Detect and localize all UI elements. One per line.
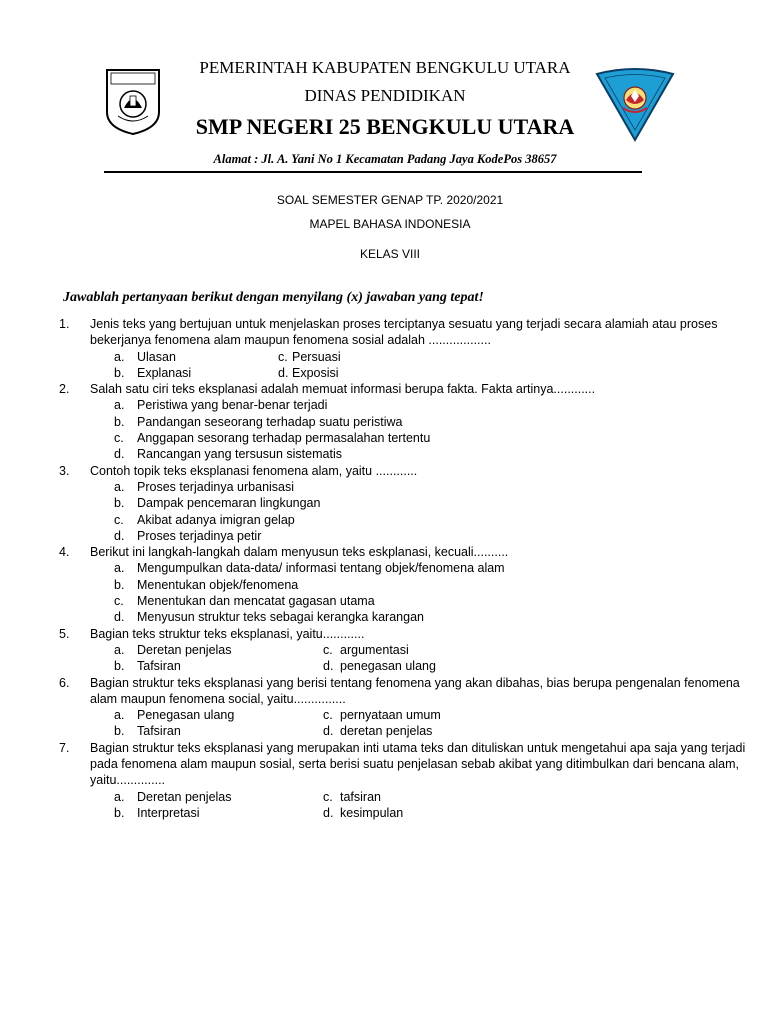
option-letter: a. xyxy=(114,479,125,494)
option-row xyxy=(0,512,768,528)
option-text: Anggapan sesorang terhadap permasalahan tertentu xyxy=(137,431,431,446)
option-row xyxy=(0,593,768,609)
option-text: tafsiran xyxy=(340,789,381,804)
option-letter: b. xyxy=(114,414,125,429)
option-row xyxy=(0,349,768,365)
question-number: 4. xyxy=(59,545,70,560)
option-letter: d. xyxy=(323,659,334,674)
option-row xyxy=(0,805,768,821)
question-text: Jenis teks yang bertujuan untuk menjelaskan proses terciptanya sesuatu yang terjadi secara alamiah atau proses bekerjanya fenomena alam maupun fenomena sosial adalah .................. xyxy=(90,317,718,348)
question-list xyxy=(0,316,768,821)
letterhead-government: PEMERINTAH KABUPATEN BENGKULU UTARA xyxy=(199,58,571,77)
option-letter: a. xyxy=(114,398,125,413)
option-letter: b. xyxy=(114,724,125,739)
option-text: Exposisi xyxy=(292,365,339,380)
option-text: Tafsiran xyxy=(137,724,181,739)
question-number: 7. xyxy=(59,740,70,755)
option-letter: b. xyxy=(114,365,125,380)
question-text: Contoh topik teks eksplanasi fenomena alam, yaitu ............ xyxy=(90,463,418,478)
option-text: Ulasan xyxy=(137,349,176,364)
option-text: Mengumpulkan data-data/ informasi tentang objek/fenomena alam xyxy=(137,561,505,576)
option-row xyxy=(0,495,768,511)
option-text: Penegasan ulang xyxy=(137,708,235,723)
option-text: Persuasi xyxy=(292,349,341,364)
option-row xyxy=(0,560,768,576)
option-row xyxy=(0,414,768,430)
option-letter: c. xyxy=(114,512,124,527)
option-letter: c. xyxy=(278,349,288,364)
letterhead-department: DINAS PENDIDIKAN xyxy=(304,86,466,105)
option-letter: a. xyxy=(114,349,125,364)
option-letter: d. xyxy=(323,724,334,739)
option-text: pernyataan umum xyxy=(340,708,441,723)
option-text: Peristiwa yang benar-benar terjadi xyxy=(137,398,328,413)
option-letter: a. xyxy=(114,561,125,576)
option-text: Deretan penjelas xyxy=(137,642,232,657)
instruction-text: Jawablah pertanyaan berikut dengan menyilang (x) jawaban yang tepat! xyxy=(63,290,484,305)
option-text: Dampak pencemaran lingkungan xyxy=(137,496,321,511)
option-letter: a. xyxy=(114,708,125,723)
option-letter: b. xyxy=(114,577,125,592)
option-letter: c. xyxy=(114,431,124,446)
question-number: 2. xyxy=(59,382,70,397)
option-text: Proses terjadinya petir xyxy=(137,528,262,543)
option-letter: c. xyxy=(323,642,333,657)
option-text: Interpretasi xyxy=(137,805,200,820)
option-letter: a. xyxy=(114,642,125,657)
question-number: 1. xyxy=(59,317,70,331)
option-text: Deretan penjelas xyxy=(137,789,232,804)
question-item xyxy=(0,675,768,740)
exam-title: SOAL SEMESTER GENAP TP. 2020/2021 xyxy=(276,193,504,207)
option-letter: c. xyxy=(323,708,333,723)
option-letter: b. xyxy=(114,659,125,674)
option-row xyxy=(0,658,768,674)
kabupaten-logo xyxy=(104,68,162,136)
option-row xyxy=(0,789,768,805)
option-letter: d. xyxy=(114,610,125,625)
letterhead-divider xyxy=(104,171,642,173)
question-number: 3. xyxy=(59,463,70,478)
question-text: Berikut ini langkah-langkah dalam menyusun teks eskplanasi, kecuali.......... xyxy=(90,545,509,560)
option-text: deretan penjelas xyxy=(340,724,433,739)
option-row xyxy=(0,446,768,462)
question-item xyxy=(0,316,768,381)
option-letter: c. xyxy=(323,789,333,804)
question-number: 6. xyxy=(59,675,70,690)
question-item xyxy=(0,544,768,625)
option-letter: d. xyxy=(114,528,125,543)
option-row xyxy=(0,577,768,593)
option-text: Tafsiran xyxy=(137,659,181,674)
question-text: Salah satu ciri teks eksplanasi adalah memuat informasi berupa fakta. Fakta artinya............ xyxy=(90,382,596,397)
option-row xyxy=(0,723,768,739)
option-letter: c. xyxy=(114,594,124,609)
option-text: Explanasi xyxy=(137,365,192,380)
question-item xyxy=(0,740,768,821)
option-letter: b. xyxy=(114,496,125,511)
exam-class: KELAS VIII xyxy=(359,247,421,261)
option-row xyxy=(0,642,768,658)
option-letter: d. xyxy=(323,805,334,820)
option-letter: d. xyxy=(114,447,125,462)
question-item xyxy=(0,463,768,544)
option-text: Pandangan seseorang terhadap suatu peristiwa xyxy=(137,414,403,429)
option-row xyxy=(0,528,768,544)
option-row xyxy=(0,397,768,413)
option-text: Rancangan yang tersusun sistematis xyxy=(137,447,342,462)
question-item xyxy=(0,381,768,462)
question-text: Bagian teks struktur teks eksplanasi, yaitu............ xyxy=(90,626,365,641)
question-number: 5. xyxy=(59,626,70,641)
question-item xyxy=(0,626,768,675)
option-row xyxy=(0,430,768,446)
option-letter: a. xyxy=(114,789,125,804)
option-row xyxy=(0,365,768,381)
option-text: Menentukan dan mencatat gagasan utama xyxy=(137,594,375,609)
letterhead-school-name: SMP NEGERI 25 BENGKULU UTARA xyxy=(195,114,575,139)
question-text: Bagian struktur teks eksplanasi yang merupakan inti utama teks dan dituliskan untuk mengetahui apa saja yang terjadi pada fenomena alam maupun sosial, serta berisi suatu penjelasan sebab akibat yang ditimbulkan dari bencana alam, yaitu.............. xyxy=(90,740,746,788)
option-row xyxy=(0,707,768,723)
question-text: Bagian struktur teks eksplanasi yang berisi tentang fenomena yang akan dibahas, bias berupa pengenalan fenomena alam maupun fenomena social, yaitu............... xyxy=(90,675,740,706)
option-text: Menentukan objek/fenomena xyxy=(137,577,299,592)
option-letter: b. xyxy=(114,805,125,820)
option-text: kesimpulan xyxy=(340,805,404,820)
option-letter: d. xyxy=(278,365,289,380)
option-text: Proses terjadinya urbanisasi xyxy=(137,479,295,494)
option-text: Akibat adanya imigran gelap xyxy=(137,512,295,527)
option-text: Menyusun struktur teks sebagai kerangka karangan xyxy=(137,610,424,625)
option-text: penegasan ulang xyxy=(340,659,436,674)
letterhead-address: Alamat : Jl. A. Yani No 1 Kecamatan Padang Jaya KodePos 38657 xyxy=(213,152,557,166)
exam-subject: MAPEL BAHASA INDONESIA xyxy=(309,217,471,231)
option-row xyxy=(0,479,768,495)
option-row xyxy=(0,609,768,625)
option-text: argumentasi xyxy=(340,642,409,657)
